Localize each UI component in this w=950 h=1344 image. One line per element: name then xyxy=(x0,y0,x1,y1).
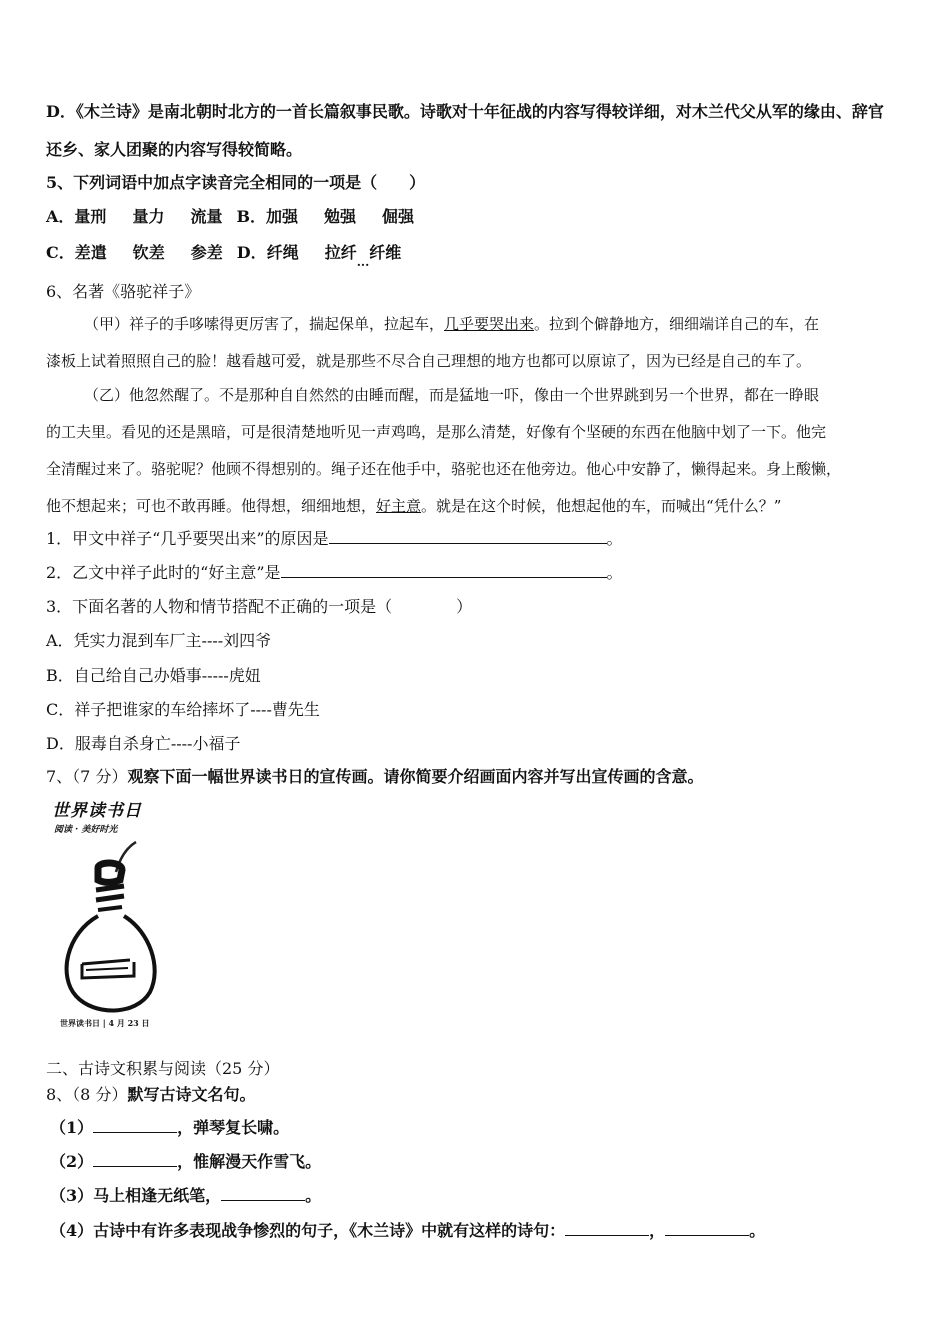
poster-date: 世界读书日 | 4 月 23 日 xyxy=(60,1018,150,1028)
q6-yi-line3: 全清醒过来了。骆驼呢？他顾不得想别的。绳子还在他手中，骆驼也还在他旁边。他心中安静了，懒得起来。身上酸懒， xyxy=(46,460,842,478)
lightbulb-book-icon xyxy=(46,836,176,1026)
q6-yi-text-a: 他不想起来；可也不敢再睡。他得想，细细地想， xyxy=(46,497,377,515)
optionD-line2: 还乡、家人团聚的内容写得较简略。 xyxy=(46,140,303,159)
q8-points: 8、（8 分） xyxy=(46,1085,128,1104)
q8-item2 xyxy=(50,1150,321,1174)
answer-blank[interactable] xyxy=(93,1116,177,1133)
q5-d2: 拉纤 xyxy=(324,243,357,262)
q8-item4 xyxy=(50,1219,765,1243)
q6-sub1 xyxy=(46,527,623,551)
q6-yi-line2: 的工夫里。看见的还是黑暗，可是很清楚地听见一声鸡鸣，是那么清楚，好像有个坚硬的东西在他脑中划了一下。他完 xyxy=(46,423,827,441)
poster-title: 世界读书日 xyxy=(52,801,142,821)
answer-blank[interactable] xyxy=(281,561,607,578)
q5-c2: 钦差 xyxy=(132,243,165,262)
q5-row-ab xyxy=(46,205,414,229)
q8-item3 xyxy=(50,1184,321,1208)
poster-subtitle: 阅读 · 美好时光 xyxy=(54,825,118,835)
q8-item3-text: （3）马上相逢无纸笔， xyxy=(50,1186,222,1205)
q8-item4-comma: ， xyxy=(649,1221,666,1240)
q6-yi-line1: （乙）他忽然醒了。不是那种自自然然的由睡而醒，而是猛地一吓，像由一个世界跳到另一个世界，都在一睁眼 xyxy=(84,386,820,404)
q6-yi-text-b: 。就是在这个时候，他想起他的车，而喊出“凭什么？” xyxy=(421,497,782,515)
q6-yi-line4 xyxy=(46,494,781,518)
q5-d3: 纤维 xyxy=(369,243,402,262)
q5-b1: 加强 xyxy=(266,207,299,226)
q5-a1: 量刑 xyxy=(74,207,107,226)
q5-row-cd xyxy=(46,241,402,269)
q8-item4-text: （4）古诗中有许多表现战争惨烈的句子，《木兰诗》中就有这样的诗句： xyxy=(50,1221,566,1240)
q6-jia-underline: 几乎要哭出来 xyxy=(444,315,535,333)
optionD-line1: D．《木兰诗》是南北朝时北方的一首长篇叙事民歌。诗歌对十年征战的内容写得较详细，对木兰代父从军的缘由、辞官 xyxy=(46,102,884,121)
q8-text: 默写古诗文名句。 xyxy=(127,1085,256,1104)
q6-option-d: D．服毒自杀身亡----小福子 xyxy=(46,734,241,753)
q6-sub2 xyxy=(46,561,623,585)
q8-item4-end: 。 xyxy=(749,1221,766,1240)
q6-option-b: B．自己给自己办婚事-----虎妞 xyxy=(46,666,261,685)
q8-item2-num: （2） xyxy=(50,1152,94,1171)
q8-item2-text: ，惟解漫天作雪飞。 xyxy=(177,1152,322,1171)
answer-blank[interactable] xyxy=(665,1219,749,1236)
q6-sub2-text: 2．乙文中祥子此时的“好主意”是 xyxy=(46,563,281,582)
q5-label-c: C． xyxy=(46,243,75,262)
q8-item1-num: （1） xyxy=(50,1118,94,1137)
q5-label-d: D． xyxy=(236,243,267,262)
q5-c3: 参差 xyxy=(190,243,223,262)
q6-yi-underline: 好主意 xyxy=(376,497,422,515)
q8-item1 xyxy=(50,1116,289,1140)
q6-jia-line2: 漆板上试着照照自己的脸！越看越可爱，就是那些不尽合自己理想的地方也都可以原谅了，因为已经是自己的车了。 xyxy=(46,352,812,370)
q6-sub1-text: 1．甲文中祥子“几乎要哭出来”的原因是 xyxy=(46,529,329,548)
answer-blank[interactable] xyxy=(329,527,607,544)
emphasis-dots: ... xyxy=(356,255,370,269)
q6-sub2-end: 。 xyxy=(606,563,623,582)
q5-label-a: A． xyxy=(46,207,75,226)
q5-b2: 勉强 xyxy=(324,207,357,226)
section2-title: 二、古诗文积累与阅读（25 分） xyxy=(46,1059,280,1078)
q8-stem xyxy=(46,1083,255,1107)
q6-option-c: C．祥子把谁家的车给摔坏了----曹先生 xyxy=(46,700,320,719)
q6-title: 6、名著《骆驼祥子》 xyxy=(46,282,201,301)
answer-blank[interactable] xyxy=(221,1184,305,1201)
q5-a2: 量力 xyxy=(132,207,165,226)
q5-d1: 纤绳 xyxy=(266,243,299,262)
q6-jia-line1 xyxy=(84,312,819,336)
world-book-day-poster xyxy=(46,796,176,1034)
q6-option-a: A．凭实力混到车厂主----刘四爷 xyxy=(46,631,272,650)
q5-c1: 差遣 xyxy=(74,243,107,262)
q5-a3: 流量 xyxy=(190,207,223,226)
q5-label-b: B． xyxy=(236,207,266,226)
q7-stem xyxy=(46,765,703,789)
q6-jia-text-a: （甲）祥子的手哆嗦得更厉害了，揣起保单，拉起车， xyxy=(84,315,445,333)
answer-blank[interactable] xyxy=(93,1150,177,1167)
q5-b3: 倔强 xyxy=(382,207,415,226)
q6-jia-text-b: 。拉到个僻静地方，细细端详自己的车，在 xyxy=(534,315,820,333)
q7-text: 观察下面一幅世界读书日的宣传画。请你简要介绍画面内容并写出宣传画的含意。 xyxy=(127,767,704,786)
q8-item1-text: ，弹琴复长啸。 xyxy=(177,1118,290,1137)
q5-stem: 5、下列词语中加点字读音完全相同的一项是（ ） xyxy=(46,173,426,192)
q6-sub3: 3．下面名著的人物和情节搭配不正确的一项是（ ） xyxy=(46,597,473,616)
q8-item3-end: 。 xyxy=(305,1186,322,1205)
q6-sub1-end: 。 xyxy=(606,529,623,548)
q7-points: 7、（7 分） xyxy=(46,767,128,786)
answer-blank[interactable] xyxy=(565,1219,649,1236)
